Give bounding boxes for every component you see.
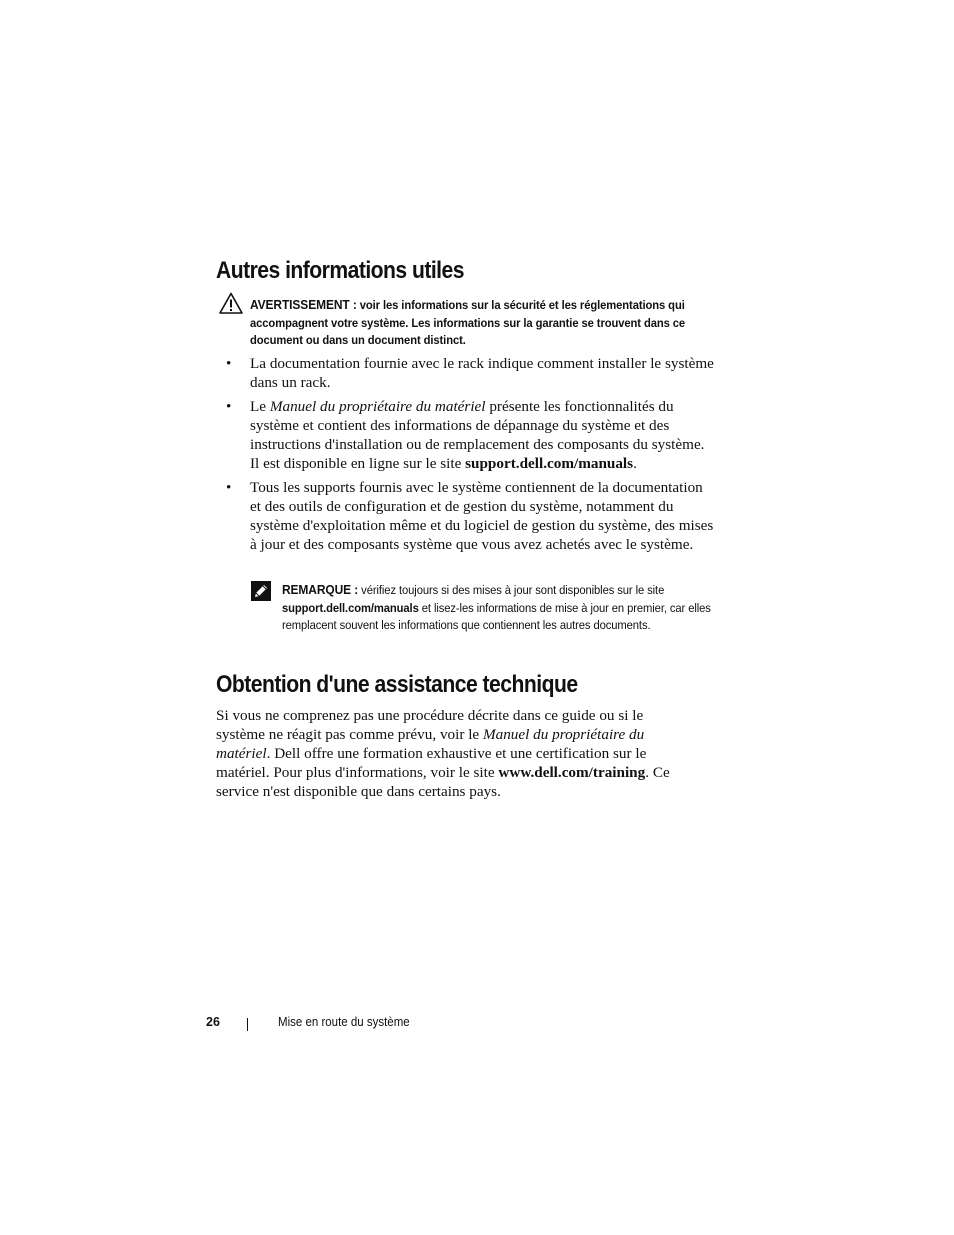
page-footer [0,1015,954,1035]
support-manuals-link[interactable]: support.dell.com/manuals [465,455,634,472]
warning-text: voir les informations sur la sécurité et les réglementations qui accompagnent votre système. Les informations sur la garantie se trouvent dans ce document ou dans un document distinct. [250,298,686,347]
text-run: et lisez-les informations de mise à jour en premier, car elles remplacent souvent les informations que contiennent les autres documents. [282,600,711,632]
list-item [216,397,716,473]
warning-lead: AVERTISSEMENT : [250,297,357,312]
text-run: vérifiez toujours si des mises à jour sont disponibles sur le site [358,583,665,597]
warning-triangle-icon [219,292,243,314]
list-item-text: La documentation fournie avec le rack indique comment installer le système dans un rack. [250,355,714,391]
note-pencil-icon [251,581,271,601]
list-item [216,478,716,554]
info-bullet-list [216,354,716,559]
list-item-text [250,397,716,473]
list-item [216,354,716,392]
bullet-marker: • [226,479,232,496]
note-lead: REMARQUE : [282,582,359,597]
text-run: présente les fonctionnalités du système et contient des informations de dépannage du système et des instructions d'installation ou de remplacement des composants du système. Il est disponible en ligne sur le site [250,398,705,472]
section-heading-assistance-technique: Obtention d'une assistance technique [216,671,578,698]
bullet-marker: • [226,355,232,372]
chapter-title: Mise en route du système [278,1015,410,1029]
text-run: Si vous ne comprenez pas une procédure décrite dans ce guide ou si le système ne réagit pas comme prévu, voir le [216,707,644,743]
section-heading-autres-informations: Autres informations utiles [216,257,464,284]
page-number: 26 [206,1015,220,1029]
text-run: . Dell offre une formation exhaustive et une certification sur le matériel. Pour plus d'informations, voir le site [216,745,647,781]
list-item-text: Tous les supports fournis avec le système contiennent de la documentation et des outils de configuration et de gestion du système, notamment du système d'exploitation même et du logiciel de gestion du système, des mises à jour et des composants système que vous avez achetés avec le système. [250,479,714,553]
text-run: . [633,455,637,472]
footer-divider [247,1018,248,1031]
dell-training-link[interactable]: www.dell.com/training [498,764,646,781]
warning-notice [250,296,687,350]
text-run: . Ce service n'est disponible que dans certains pays. [216,764,670,800]
manual-title: Manuel du propriétaire du matériel [216,726,645,762]
note-notice [282,581,714,635]
assistance-paragraph [216,706,686,801]
bullet-marker: • [226,398,232,415]
support-manuals-link[interactable]: support.dell.com/manuals [282,600,419,615]
text-run: Le [250,398,270,415]
manual-title: Manuel du propriétaire du matériel [269,398,486,415]
